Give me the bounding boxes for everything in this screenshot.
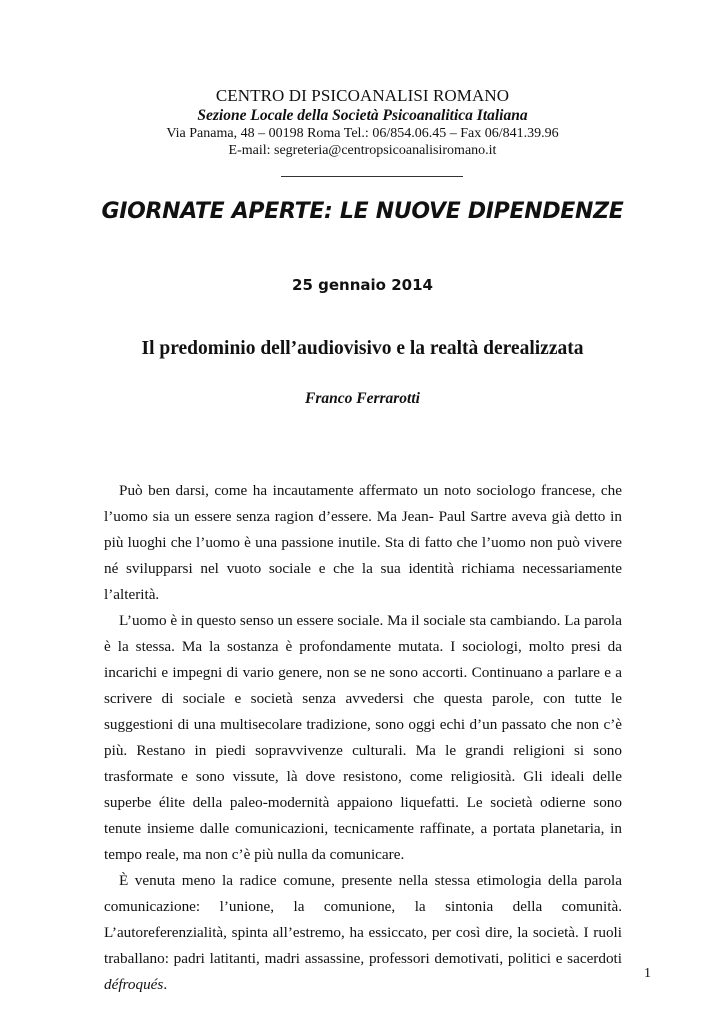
paragraph-2: L’uomo è in questo senso un essere sociale. Ma il sociale sta cambiando. La parola è la stessa. Ma la sostanza è profondamente mutata. I sociologi, molto presi da incarichi e impegni di vario genere, non se ne sono accorti. Continuano a parlare e a scrivere di sociale e società senza avvedersi che questa parole, con tutte le suggestioni di una multisecolare tradizione, sono oggi echi d’un passato che non c’è più. Restano in piedi sopravvivenze culturali. Ma le grandi religioni si sono trasformate e sono vissute, là dove resistono, come religiosità. Gli ideali delle superbe élite della paleo-modernità appaiono liquefatti. Le società odierne sono tenute insieme dalle comunicazioni, tecnicamente raffinate, a portata planetaria, in tempo reale, ma non c’è più nulla da comunicare. <box>104 612 623 863</box>
event-title: GIORNATE APERTE: LE NUOVE DIPENDENZE <box>101 199 624 224</box>
organization-section: Sezione Locale della Società Psicoanalitica Italiana <box>197 107 528 124</box>
body-text <box>104 478 622 998</box>
paragraph-1: Può ben darsi, come ha incautamente affermato un noto sociologo francese, che l’uomo sia un essere senza ragion d’essere. Ma Jean- Paul Sartre aveva già detto in più luoghi che l’uomo è una passione inutile. Sta di fatto che l’uomo non può vivere né svilupparsi nel vuoto sociale e che la sua identità richiama necessariamente l’alterità. <box>104 482 622 603</box>
organization-email: E-mail: segreteria@centropsicoanalisiromano.it <box>228 143 497 158</box>
paragraph-3-end: . <box>163 976 168 993</box>
paragraph-3 <box>104 868 622 998</box>
paragraph-3-text: È venuta meno la radice comune, presente nella stessa etimologia della parola comunicazione: l’unione, la comunione, la sintonia della comunità. L’autoreferenzialità, spinta all’estremo, ha essiccato, per così dire, la società. I ruoli traballano: padri latitanti, madri assassine, professori demotivati, politici e sacerdoti <box>104 872 622 967</box>
organization-address: Via Panama, 48 – 00198 Roma Tel.: 06/854.06.45 – Fax 06/841.39.96 <box>166 126 559 141</box>
author-name: Franco Ferrarotti <box>305 390 420 407</box>
paragraph-3-italic-word: défroqués <box>104 976 164 993</box>
talk-title: Il predominio dell’audiovisivo e la realtà derealizzata <box>141 338 584 359</box>
header-divider <box>281 176 463 177</box>
page-number: 1 <box>644 966 651 981</box>
organization-name: CENTRO DI PSICOANALISI ROMANO <box>215 86 510 105</box>
event-date: 25 gennaio 2014 <box>292 276 433 294</box>
